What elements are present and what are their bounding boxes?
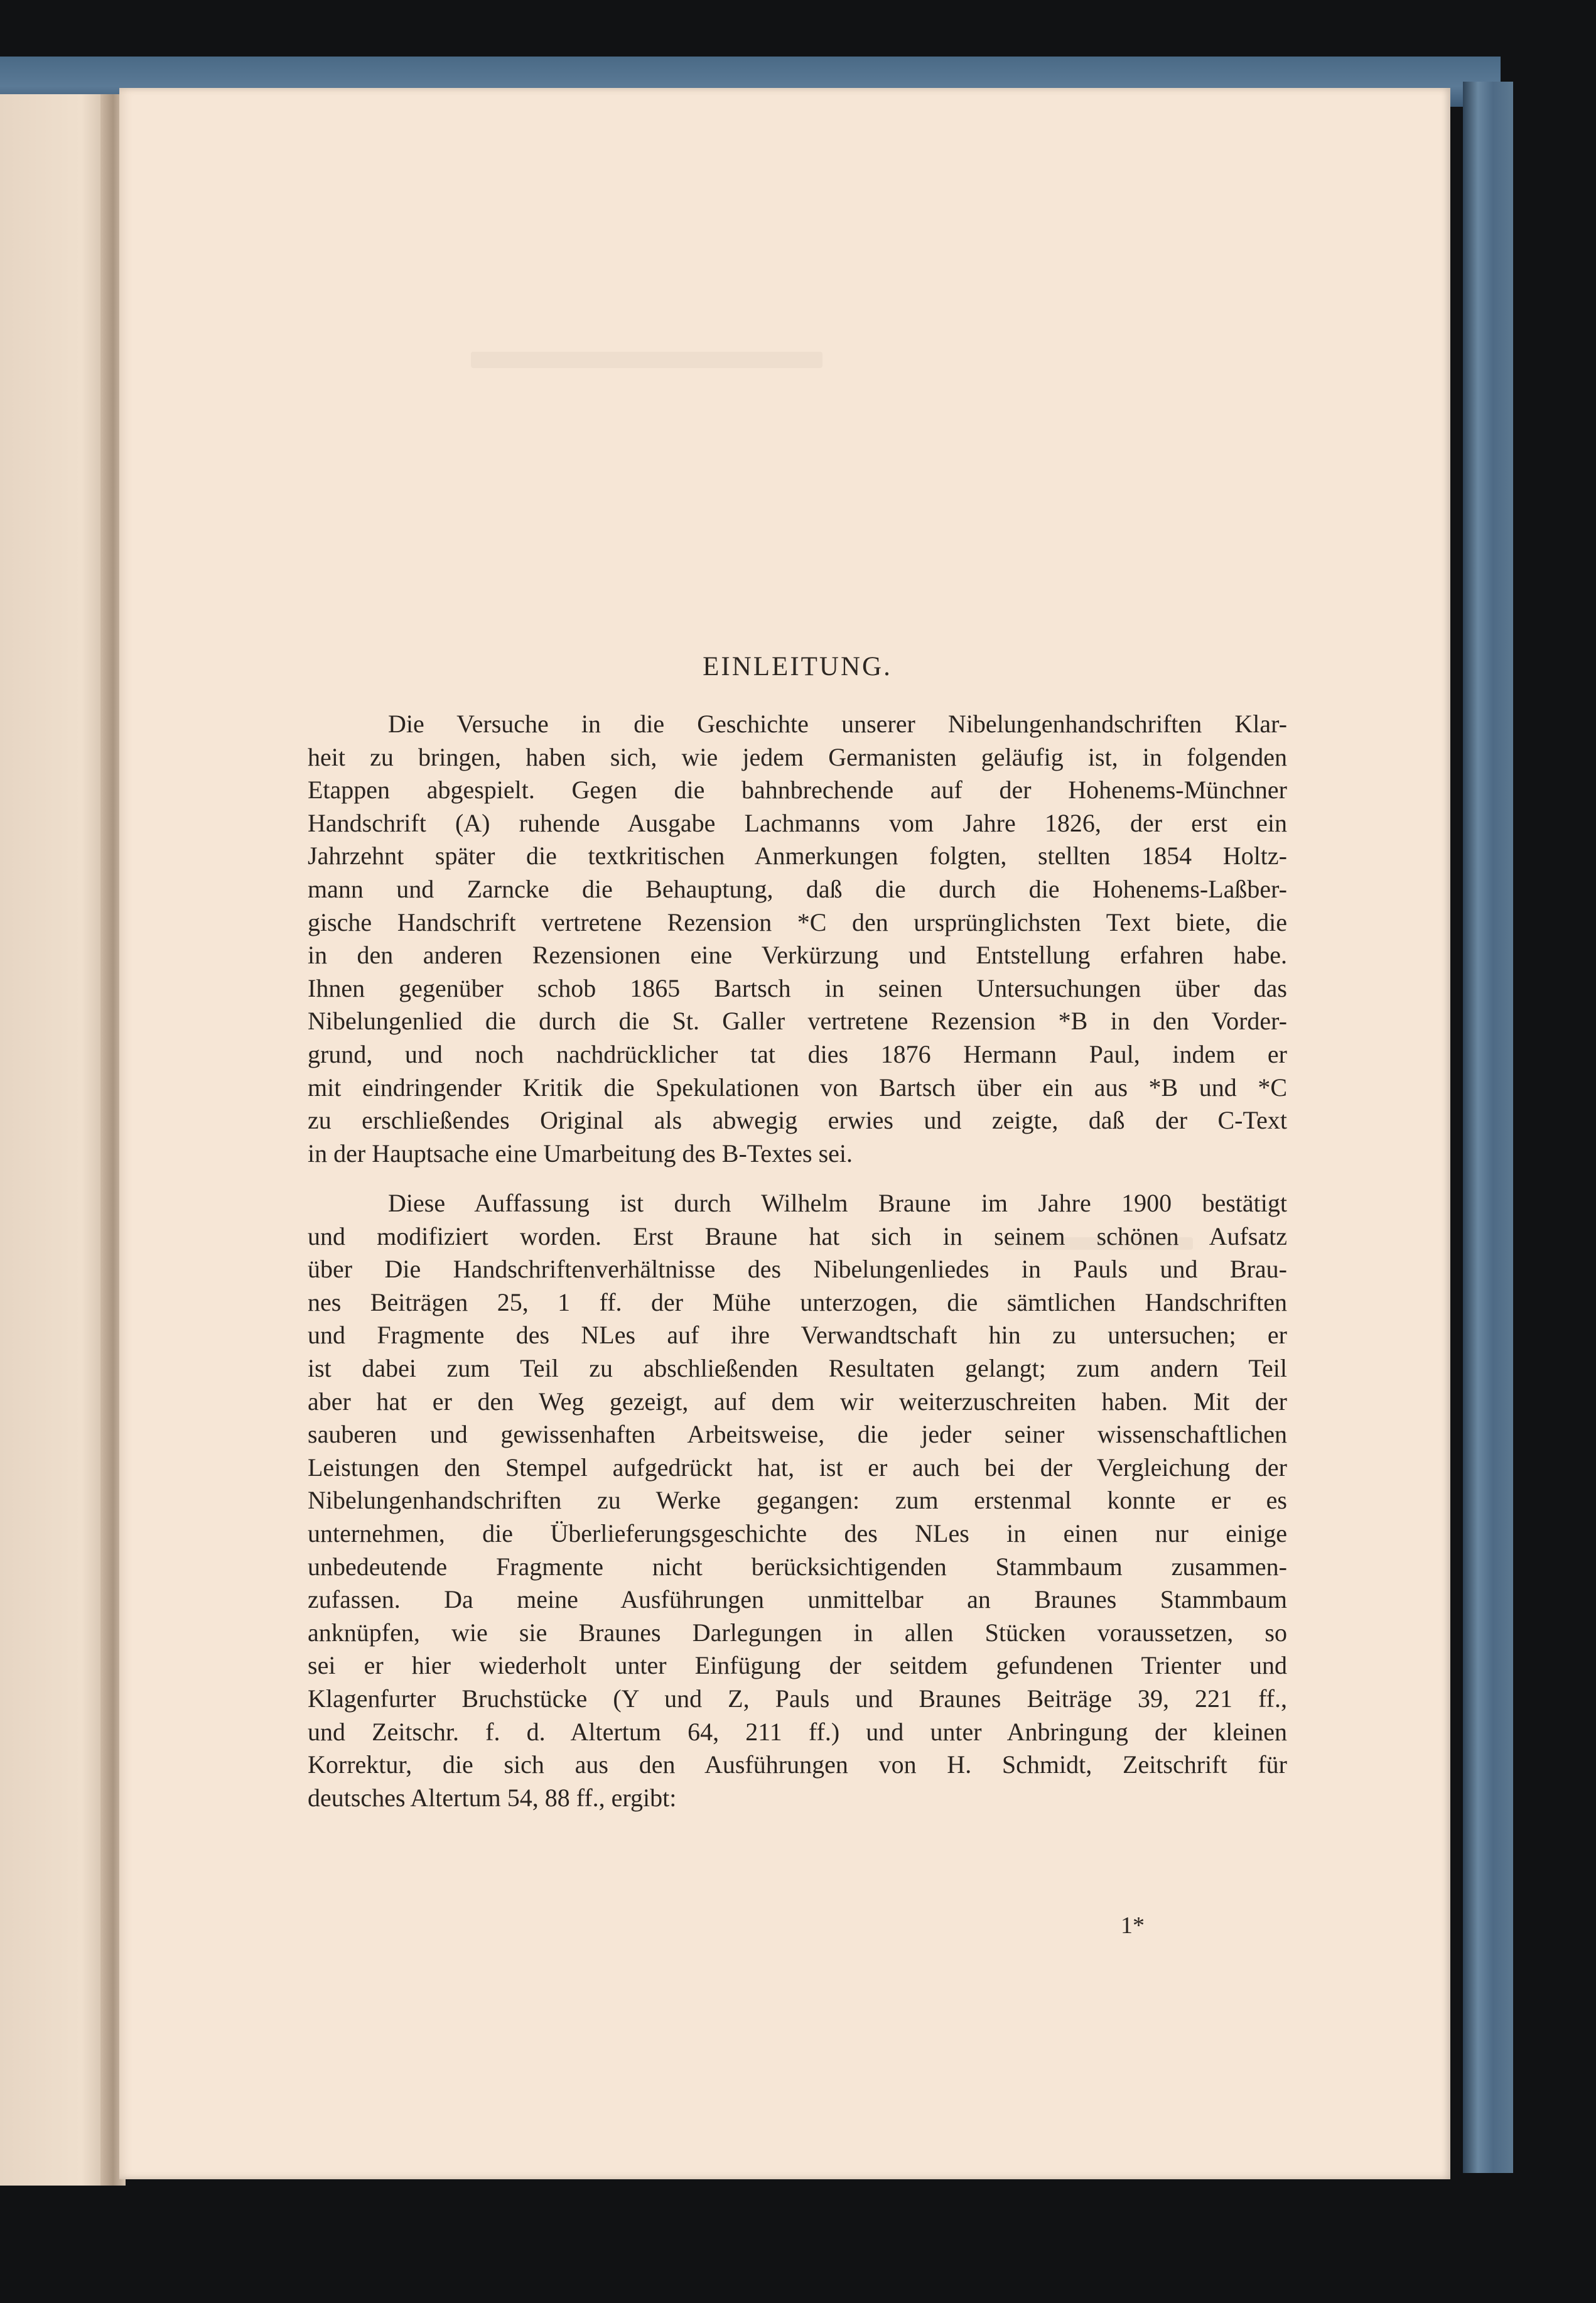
text-line: in der Hauptsache eine Umarbeitung des B-Textes sei. [308,1139,853,1168]
text-line: Nibelungenlied die durch die St. Galler vertretene Rezension *B in den Vorder- [308,1007,1287,1036]
text-line: gische Handschrift vertretene Rezension *C den ursprünglichsten Text biete, die [308,908,1287,936]
text-line: über Die Handschriftenverhältnisse des Nibelungenliedes in Pauls und Brau- [308,1255,1287,1284]
text-line: zu erschließendes Original als abwegig erwies und zeigte, daß der C-Text [308,1106,1287,1135]
text-line: Diese Auffassung ist durch Wilhelm Braune im Jahre 1900 bestätigt [388,1189,1287,1217]
text-line: und Fragmente des NLes auf ihre Verwandtschaft hin zu untersuchen; er [308,1321,1287,1350]
chapter-heading: EINLEITUNG. [703,652,892,681]
text-line: in den anderen Rezensionen eine Verkürzung und Entstellung erfahren habe. [308,941,1287,970]
text-line: ist dabei zum Teil zu abschließenden Resultaten gelangt; zum andern Teil [308,1353,1287,1382]
book-page [119,88,1450,2179]
text-line: deutsches Altertum 54, 88 ff., ergibt: [308,1783,677,1812]
text-line: heit zu bringen, haben sich, wie jedem Germanisten geläufig ist, in folgenden [308,742,1287,771]
text-line: sauberen und gewissenhaften Arbeitsweise, die jeder seiner wissenschaftlichen [308,1420,1287,1449]
text-line: und Zeitschr. f. d. Altertum 64, 211 ff.) und unter Anbringung der kleinen [308,1717,1287,1746]
text-line: Ihnen gegenüber schob 1865 Bartsch in seinen Untersuchungen über das [308,973,1287,1002]
text-line: Leistungen den Stempel aufgedrückt hat, ist er auch bei der Vergleichung der [308,1453,1287,1482]
show-through-mark [471,352,822,368]
verso-page-edge [0,94,116,2186]
text-line: Klagenfurter Bruchstücke (Y und Z, Pauls und Braunes Beiträge 39, 221 ff., [308,1684,1287,1713]
text-line: Korrektur, die sich aus den Ausführungen von H. Schmidt, Zeitschrift für [308,1750,1287,1779]
paragraph-1 [308,708,1287,1170]
text-line: Handschrift (A) ruhende Ausgabe Lachmanns vom Jahre 1826, der erst ein [308,808,1287,837]
text-line: mit eindringender Kritik die Spekulationen von Bartsch über ein aus *B und *C [308,1073,1287,1102]
text-line: nes Beiträgen 25, 1 ff. der Mühe unterzogen, die sämtlichen Handschriften [308,1287,1287,1316]
text-line: Nibelungenhandschriften zu Werke gegangen: zum erstenmal konnte er es [308,1486,1287,1515]
page-signature: 1* [1121,1912,1145,1939]
text-line: und modifiziert worden. Erst Braune hat sich in seinem schönen Aufsatz [308,1222,1287,1250]
text-line: aber hat er den Weg gezeigt, auf dem wir weiterzuschreiten haben. Mit der [308,1387,1287,1416]
text-line: unternehmen, die Überlieferungsgeschichte des NLes in einen nur einige [308,1519,1287,1547]
text-line: mann und Zarncke die Behauptung, daß die durch die Hohenems-Laßber- [308,874,1287,903]
text-line: Die Versuche in die Geschichte unserer Nibelungenhandschriften Klar- [388,710,1287,738]
text-line: Etappen abgespielt. Gegen die bahnbrechende auf der Hohenems-Münchner [308,776,1287,805]
text-line: unbedeutende Fragmente nicht berücksichtigenden Stammbaum zusammen- [308,1552,1287,1581]
text-line: grund, und noch nachdrücklicher tat dies 1876 Hermann Paul, indem er [308,1039,1287,1068]
text-line: sei er hier wiederholt unter Einfügung der seitdem gefundenen Trienter und [308,1651,1287,1680]
text-line: zufassen. Da meine Ausführungen unmittelbar an Braunes Stammbaum [308,1585,1287,1614]
book-binding-right [1463,82,1513,2173]
text-line: Jahrzehnt später die textkritischen Anmerkungen folgten, stellten 1854 Holtz- [308,842,1287,870]
text-line: anknüpfen, wie sie Braunes Darlegungen in allen Stücken voraussetzen, so [308,1618,1287,1647]
paragraph-2 [308,1187,1287,1814]
